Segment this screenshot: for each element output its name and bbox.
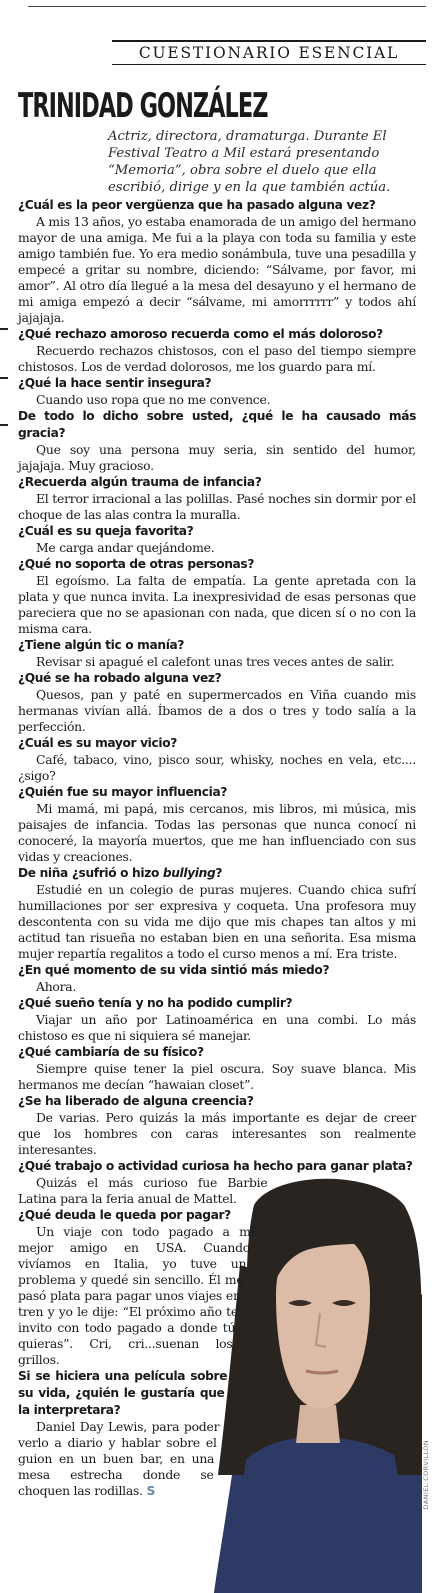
intro-text: Actriz, directora, dramaturga. Durante El Festival Teatro a Mil estará presentando “Memoria”, obra sobre el duelo que ella escribió, dirige y en la que también actúa.	[108, 129, 391, 195]
question: ¿Qué no soporta de otras personas?	[18, 557, 255, 571]
end-mark: S	[146, 1483, 156, 1498]
photo-credit: DANIEL CORVILLÓN	[422, 1440, 430, 1510]
answer: Un viaje con todo pagado a mi mejor amigo en USA. Cuando vivíamos en Italia, yo tuve un problema y quedé sin sencillo. Él me pasó plata para pagar unos viajes en tren y yo le dije: “El próximo año te invito con todo pagado a donde tú quieras”. Cri, cri...suenan los grillos.	[18, 1224, 255, 1367]
interview-body	[18, 197, 416, 1593]
answer: Revisar si apagué el calefont unas tres veces antes de salir.	[36, 654, 395, 669]
answer: A mis 13 años, yo estaba enamorada de un amigo del hermano mayor de una amiga. Me fui a la playa con toda su familia y este amigo también fue. Yo era medio sonámbula, tuve una pesadilla y empecé a gritar su nombre, diciendo: “Sálvame, por favor, mi amor”. Al otro día llegué a la mesa del desayuno y el hermano de mi amiga empezó a decir “sálvame, mi amorrrrrr” y todos ahí jajajaja.	[18, 214, 416, 325]
answer: Que soy una persona muy seria, sin sentido del humor, jajajaja. Muy gracioso.	[18, 442, 416, 473]
answer: Quesos, pan y paté en supermercados en Viña cuando mis hermanas vivían allá. Íbamos de a dos o tres y todo salía a la perfección.	[18, 687, 416, 734]
question: ¿Cuál es su mayor vicio?	[18, 736, 177, 750]
answer: De varias. Pero quizás la más importante es dejar de creer que los hombres con caras interesantes son realmente interesantes.	[18, 1110, 416, 1157]
answer: Cuando uso ropa que no me convence.	[36, 392, 271, 407]
answer: Café, tabaco, vino, pisco sour, whisky, noches en vela, etc.... ¿sigo?	[18, 752, 416, 783]
answer: Estudié en un colegio de puras mujeres. Cuando chica sufrí humillaciones por ser expresiva y coqueta. Una profesora muy descontenta con su vida me dijo que mis chapes tan altos y mi actitud tan risueña no estaban bien en una señorita. Esa misma mujer repartía regalitos a todo el curso menos a mí. Era triste.	[18, 882, 416, 961]
question-part: ?	[215, 866, 223, 880]
answer: El terror irracional a las polillas. Pasé noches sin dormir por el choque de las alas contra la muralla.	[18, 491, 416, 522]
question: ¿Tiene algún tic o manía?	[18, 638, 185, 652]
question: ¿Qué la hace sentir insegura?	[18, 376, 212, 390]
answer: Ahora.	[36, 979, 77, 994]
question-emphasis: bullying	[162, 866, 216, 880]
question: ¿Recuerda algún trauma de infancia?	[18, 475, 262, 489]
question: ¿Qué cambiaría de su físico?	[18, 1045, 204, 1059]
question: ¿Cuál es la peor vergüenza que ha pasado alguna vez?	[18, 198, 376, 212]
question: ¿Qué sueño tenía y no ha podido cumplir?	[18, 996, 293, 1010]
answer-text: Daniel Day Lewis, para poder verlo a diario y hablar sobre el guion en un buen bar, en una mesa estrecha donde se choquen las rodillas.	[18, 1419, 220, 1498]
question: Si se hiciera una película sobre su vida, ¿quién le gustaría que la interpretara?	[18, 1369, 228, 1417]
question: ¿Se ha liberado de alguna creencia?	[18, 1094, 254, 1108]
question: ¿Cuál es su queja favorita?	[18, 524, 194, 538]
answer: Me carga andar quejándome.	[36, 540, 215, 555]
question: ¿Qué deuda le queda por pagar?	[18, 1208, 231, 1222]
page-edge-marks	[0, 0, 10, 1556]
answer: Recuerdo rechazos chistosos, con el paso del tiempo siempre chistosos. Los de verdad dolorosos, me los guardo para mí.	[18, 343, 416, 374]
interviewee-name: TRINIDAD GONZÁLEZ	[18, 86, 268, 126]
question: ¿Qué rechazo amoroso recuerda como el más doloroso?	[18, 327, 383, 341]
question-part: De niña ¿sufrió o hizo	[18, 866, 163, 880]
question: ¿Qué trabajo o actividad curiosa ha hecho para ganar plata?	[18, 1159, 413, 1173]
question: De todo lo dicho sobre usted, ¿qué le ha causado más gracia?	[18, 409, 416, 440]
answer: Mi mamá, mi papá, mis cercanos, mis libros, mi música, mis paisajes de infancia. Todas las personas que nunca conocí ni conoceré, la mayoría muertos, que me han influenciado con sus vidas y creaciones.	[18, 801, 416, 864]
answer: Siempre quise tener la piel oscura. Soy suave blanca. Mis hermanos me decían “hawaian closet”.	[18, 1061, 416, 1092]
section-kicker: CUESTIONARIO ESENCIAL	[112, 40, 426, 65]
question	[18, 865, 416, 882]
answer: Viajar un año por Latinoamérica en una combi. Lo más chistoso es que ni siquiera sé manejar.	[18, 1012, 416, 1043]
question: ¿Qué se ha robado alguna vez?	[18, 671, 222, 685]
answer: El egoísmo. La falta de empatía. La gente apretada con la plata y que nunca invita. La inexpresividad de esas personas que pareciera que no se apasionan con nada, que dicen sí o no con la misma cara.	[18, 573, 416, 636]
answer: Quizás el más curioso fue Barbie Latina para la feria anual de Mattel.	[18, 1175, 268, 1206]
question: ¿En qué momento de su vida sintió más miedo?	[18, 963, 330, 977]
question: ¿Quién fue su mayor influencia?	[18, 785, 228, 799]
top-rule	[28, 6, 426, 7]
